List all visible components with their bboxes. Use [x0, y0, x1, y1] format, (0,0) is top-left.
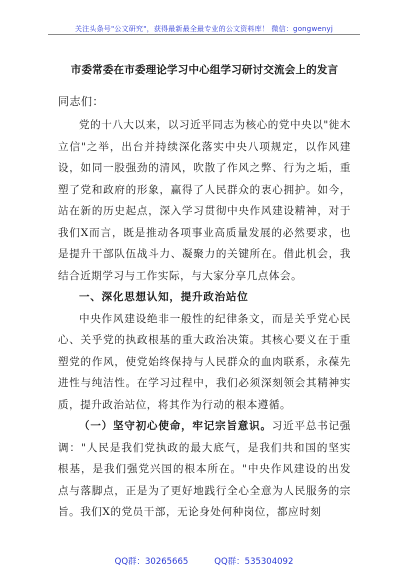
banner-divider [48, 34, 360, 35]
section-heading-1: 一、深化思想认知，提升政治站位 [79, 291, 249, 303]
subsection-1-text: 习近平总书记强调："人民是我们党执政的最大底气，是我们共和国的坚实根基，是我们强党兴国的根本所在。"中央作风建设的出发点与落脚点，正是为了更好地践行全心全意为人民服务的宗旨。我们X的党员干部，无论身处何种岗位，都应时刻 [58, 420, 352, 518]
section-1-paragraph: 中央作风建设绝非一般性的纪律条文，而是关乎党心民心、关乎党的执政根基的重大政治决策。其核心要义在于重塑党的作风，使党始终保持与人民群众的血肉联系，永葆先进性与纯洁性。在学习过程中，我们必须深刻领会其精神实质，提升政治站位，将其作为行动的根本遵循。 [58, 312, 351, 411]
intro-paragraph: 党的十八大以来，以习近平同志为核心的党中央以"徙木立信"之举，出台并持续深化落实中央八项规定，以作风建设，如同一股强劲的清风，吹散了作风之弊、行为之垢，重塑了党和政府的形象，赢得了人民群众的衷心拥护。如今，站在新的历史起点，深入学习贯彻中央作风建设精神，对于我们X而言，既是推动各项事业高质量发展的必然要求，也是提升干部队伍战斗力、凝聚力的关键所在。借此机会，我结合近期学习与工作实际，与大家分享几点体会。 [58, 119, 351, 282]
subsection-heading-1: （一）坚守初心使命，牢记宗旨意识。 [79, 420, 272, 432]
subsection-1-paragraph [58, 416, 351, 524]
footer [0, 555, 408, 567]
document-body [58, 62, 351, 524]
salutation: 同志们： [58, 95, 104, 108]
footer-qq-group-2: QQ群：535304092 [214, 557, 294, 567]
banner-text: 关注头条号"公文研究"，获得最新最全最专业的公文资料库！ 微信：gongwenyj [74, 25, 334, 33]
top-banner [0, 0, 408, 34]
document-title: 市委常委在市委理论学习中心组学习研讨交流会上的发言 [70, 64, 339, 76]
footer-qq-group-1: QQ群：30265665 [114, 557, 189, 567]
